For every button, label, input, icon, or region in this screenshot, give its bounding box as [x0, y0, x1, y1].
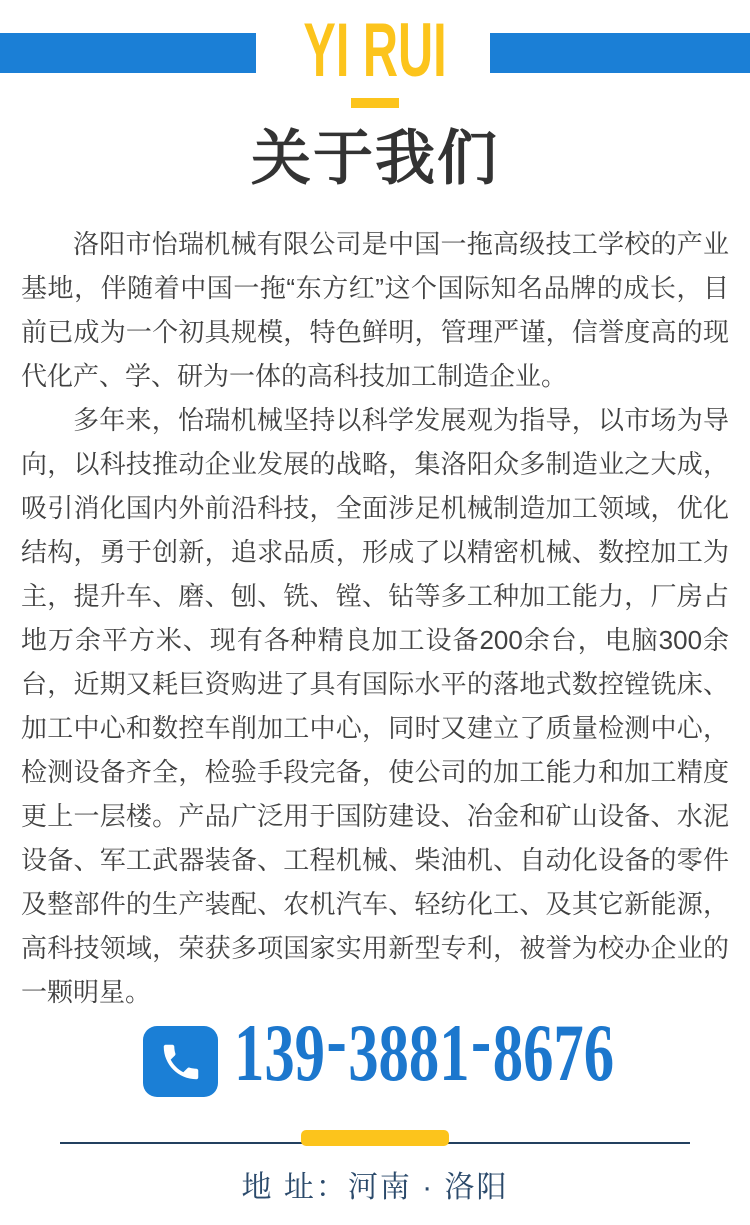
phone-number-part: 3881	[348, 1007, 470, 1098]
phone-number-separator: -	[326, 993, 347, 1085]
about-paragraph-1: 洛阳市怡瑞机械有限公司是中国一拖高级技工学校的产业基地，伴随着中国一拖“东方红”这个国际知名品牌的成长，目前已成为一个初具规模，特色鲜明，管理严谨，信誉度高的现代化产、学、研为一体的高科技加工制造企业。	[21, 229, 729, 391]
brand-logo-text: YI RUI	[303, 8, 447, 93]
phone-number[interactable]	[234, 993, 615, 1098]
page-title: 关于我们	[251, 125, 499, 192]
phone-number-separator: -	[471, 993, 492, 1085]
phone-number-part: 139	[234, 1007, 326, 1098]
about-section	[0, 222, 750, 1014]
address-text: 地 址：河南 · 洛阳	[241, 1171, 509, 1204]
brand-underline	[351, 98, 399, 108]
phone-icon	[143, 1026, 218, 1097]
about-paragraph-2: 多年来，怡瑞机械坚持以科学发展观为指导，以市场为导向，以科技推动企业发展的战略，集洛阳众多制造业之大成，吸引消化国内外前沿科技，全面涉足机械制造加工领域，优化结构，勇于创新，追求品质，形成了以精密机械、数控加工为主，提升车、磨、刨、铣、镗、钻等多工种加工能力，厂房占地万余平方米、现有各种精良加工设备200余台，电脑300余台，近期又耗巨资购进了具有国际水平的落地式数控镗铣床、加工中心和数控车削加工中心，同时又建立了质量检测中心，检测设备齐全，检验手段完备，使公司的加工能力和加工精度更上一层楼。产品广泛用于国防建设、冶金和矿山设备、水泥设备、军工武器装备、工程机械、柴油机、自动化设备的零件及整部件的生产装配、农机汽车、轻纺化工、及其它新能源，高科技领域，荣获多项国家实用新型专利，被誉为校办企业的一颗明星。	[21, 405, 729, 1007]
phone-number-part: 8676	[492, 1007, 615, 1098]
footer-divider-accent	[301, 1130, 449, 1146]
